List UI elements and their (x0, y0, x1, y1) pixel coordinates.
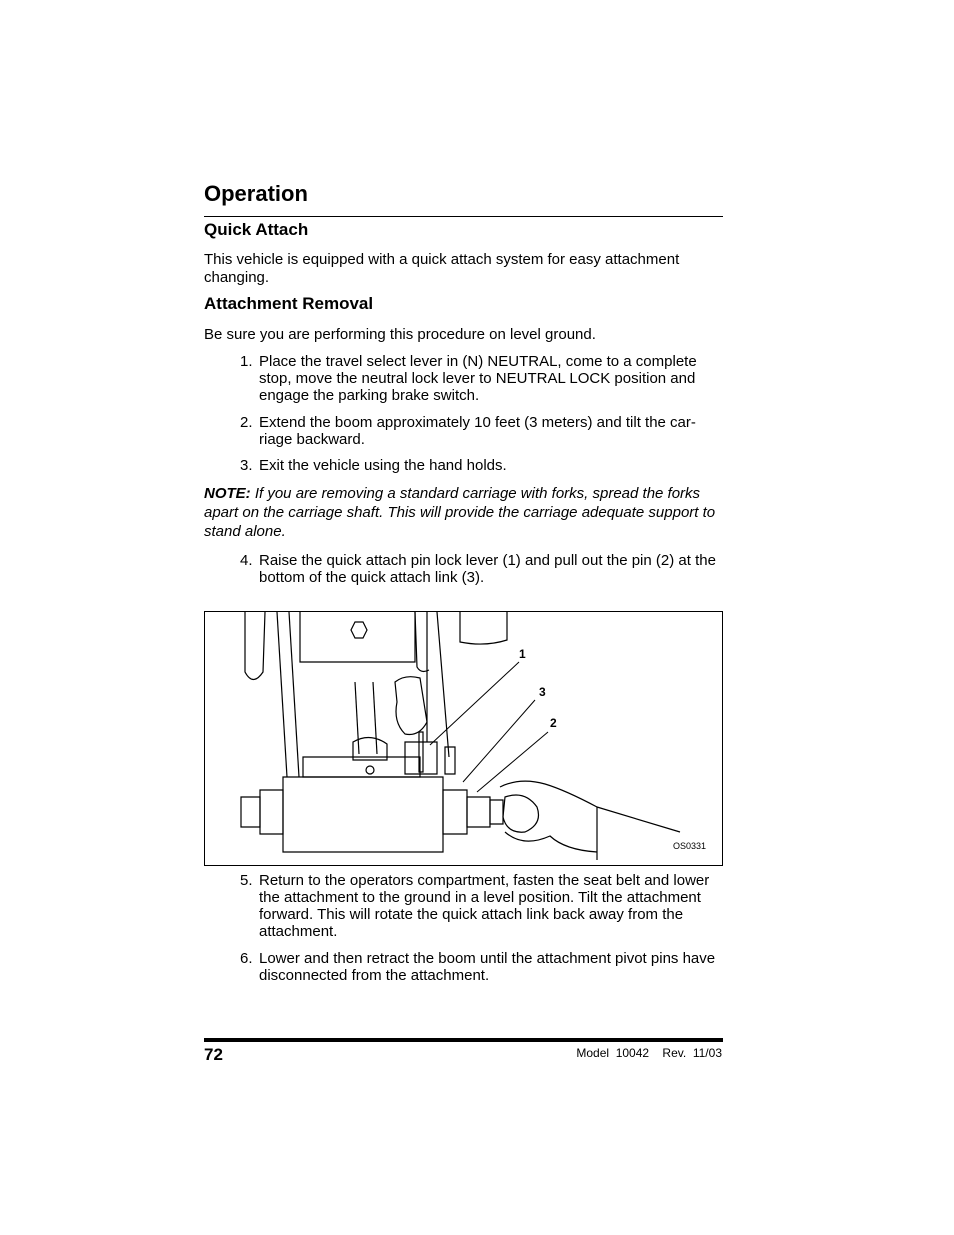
callout-2: 2 (550, 716, 557, 730)
note-label: NOTE: (204, 485, 251, 502)
attachment-removal-heading: Attachment Removal (204, 294, 374, 313)
step-number: 3. (240, 457, 253, 474)
step-number: 4. (240, 552, 253, 569)
footer-rule (204, 1038, 723, 1042)
page-number: 72 (204, 1045, 223, 1064)
callout-3: 3 (539, 685, 546, 699)
quick-attach-intro: This vehicle is equipped with a quick attach system for easy attachment changing. (204, 251, 680, 286)
step-text: Place the travel select lever in (N) NEUTRAL, come to a complete stop, move the neutral lock lever to NEUTRAL LOCK position and engage the parking brake switch. (259, 353, 697, 404)
note (204, 484, 724, 541)
section-title: Operation (204, 181, 308, 206)
step-number: 2. (240, 414, 253, 431)
quick-attach-heading: Quick Attach (204, 220, 309, 239)
step-text: Raise the quick attach pin lock lever (1) and pull out the pin (2) at the bottom of the quick attach link (3). (259, 552, 716, 586)
step-number: 5. (240, 872, 253, 889)
step-text: Return to the operators compartment, fasten the seat belt and lower the attachment to the ground in a level position. Tilt the attachment forward. This will rotate the quick attach link back away from the attachment. (259, 872, 710, 940)
step-text: Extend the boom approximately 10 feet (3 meters) and tilt the car-riage backward. (259, 414, 696, 448)
callout-1: 1 (519, 647, 526, 661)
figure-code: OS0331 (673, 841, 707, 851)
model-revision: Model 10042 Rev. 11/03 (576, 1046, 722, 1060)
quick-attach-illustration (205, 612, 722, 865)
step-number: 6. (240, 950, 253, 967)
quick-attach-figure (204, 611, 723, 866)
note-text: If you are removing a standard carriage with forks, spread the forks apart on the carriage shaft. This will provide the carriage adequate support to stand alone. (204, 485, 716, 540)
header-rule (204, 216, 723, 217)
attachment-removal-intro: Be sure you are performing this procedure on level ground. (204, 326, 596, 343)
step-text: Exit the vehicle using the hand holds. (259, 457, 507, 474)
step-number: 1. (240, 353, 253, 370)
step-text: Lower and then retract the boom until the attachment pivot pins have disconnected from the attachment. (259, 950, 716, 984)
